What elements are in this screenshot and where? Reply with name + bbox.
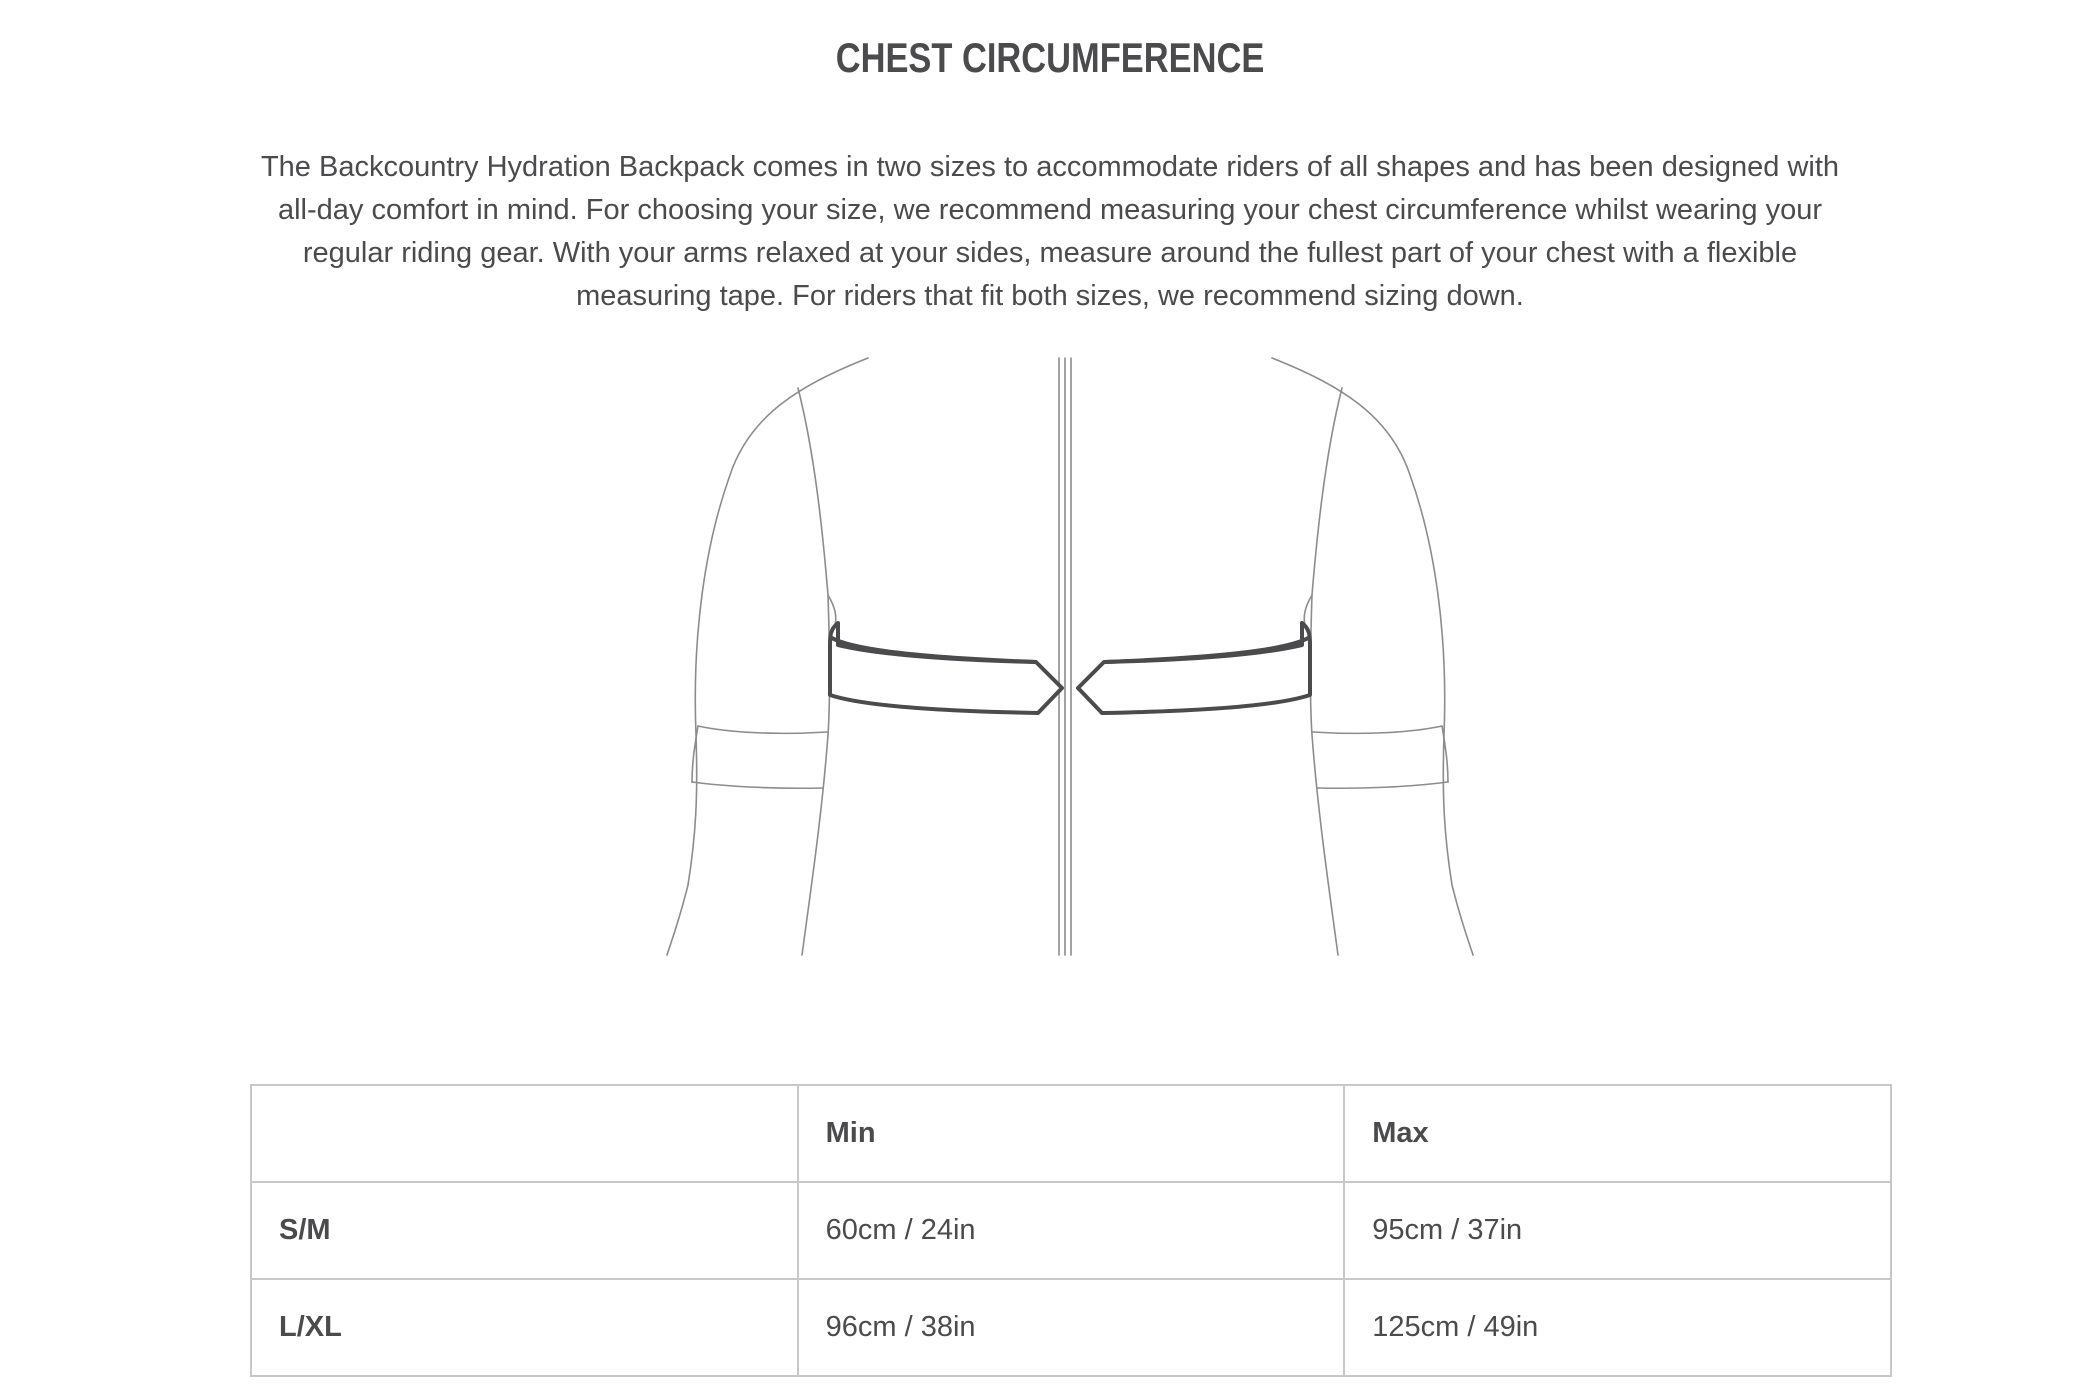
table-header-row (251, 1085, 1891, 1182)
table-header-max: Max (1344, 1085, 1891, 1182)
table-row (251, 1182, 1891, 1279)
chest-measurement-figure (650, 355, 1490, 965)
table-header-min: Min (798, 1085, 1345, 1182)
size-label: L/XL (251, 1279, 798, 1376)
table-row (251, 1279, 1891, 1376)
intro-paragraph: The Backcountry Hydration Backpack comes in two sizes to accommodate riders of all shapes and has been designed with all-day comfort in mind. For choosing your size, we recommend measuring your chest circumference whilst wearing your regular riding gear. With your arms relaxed at your sides, measure around the fullest part of your chest with a flexible measuring tape. For riders that fit both sizes, we recommend sizing down. (260, 151, 1840, 312)
size-label: S/M (251, 1182, 798, 1279)
min-value: 96cm / 38in (798, 1279, 1345, 1376)
size-table (250, 1084, 1892, 1377)
torso-measuring-tape-icon (650, 355, 1490, 965)
max-value: 125cm / 49in (1344, 1279, 1891, 1376)
page-title: CHEST CIRCUMFERENCE (835, 34, 1265, 81)
min-value: 60cm / 24in (798, 1182, 1345, 1279)
max-value: 95cm / 37in (1344, 1182, 1891, 1279)
table-header-cell (251, 1085, 798, 1182)
